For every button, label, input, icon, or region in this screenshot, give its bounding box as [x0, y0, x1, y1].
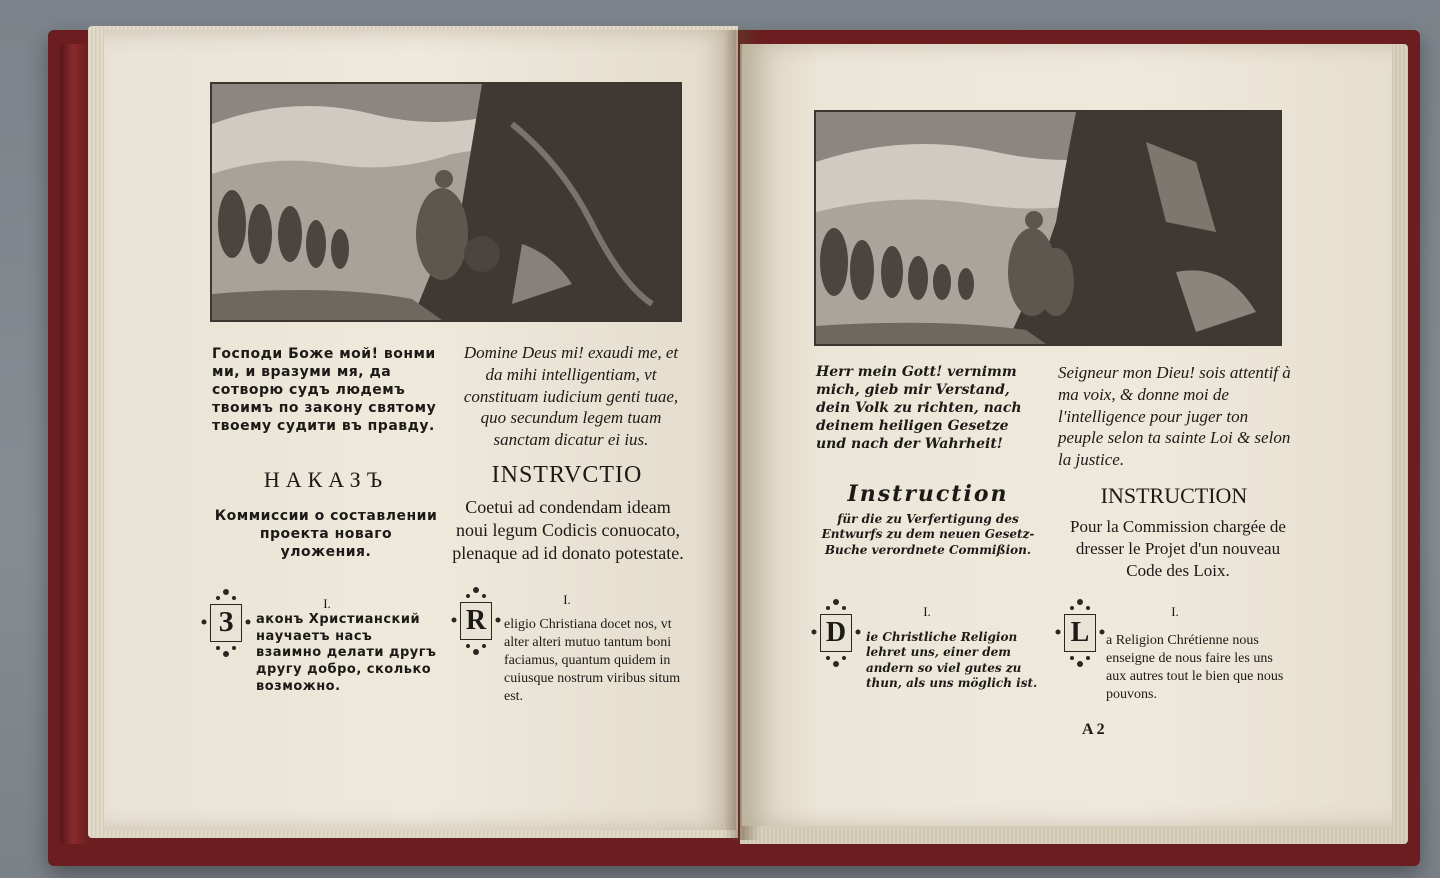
latin-article-text: eligio Christiana docet nos, vt alter alteri mutuo tantum boni faciamus, quantum quidem in cuiusque nostrum viribus situm est. [504, 617, 681, 704]
german-article-text: ie Christliche Religion lehret uns, einer dem andern so viel gutes zu thun, als uns möglich ist. [866, 630, 1038, 691]
latin-subtitle: Coetui ad condendam ideam noui legum Codicis conuocato, plenaque ad id donato potestate. [452, 497, 684, 564]
latin-article-number: I. [563, 592, 571, 607]
latin-ornamental-initial [446, 584, 506, 660]
german-title: Instruction [847, 481, 1009, 507]
russian-ornamental-initial [196, 586, 256, 662]
german-ornamental-initial [806, 596, 866, 672]
left-engraving [210, 82, 682, 322]
german-subtitle: für die zu Verfertigung des Entwurfs zu dem neuen Gesetz-Buche verordnete Commißion. [821, 512, 1035, 557]
french-subtitle: Pour la Commission chargée de dresser le Projet d'un nouveau Code des Loix. [1070, 517, 1286, 580]
french-initial-letter: L [1064, 614, 1096, 652]
russian-article-number: I. [323, 596, 331, 611]
russian-title: НАКАЗЪ [263, 467, 389, 492]
latin-verse: Domine Deus mi! exaudi me, et da mihi intelligentiam, vt constituam iudicium genti tuae, quo secundum legem tuam sanctam dicatur ei ius. [463, 343, 679, 449]
latin-initial-letter: R [460, 602, 492, 640]
french-verse: Seigneur mon Dieu! sois attentif à ma voix, & donne moi de l'intelligence pour juger ton peuple selon ta sainte Loi & selon la justice. [1058, 363, 1291, 469]
german-article-number: I. [923, 604, 931, 619]
signature-mark: A 2 [1082, 721, 1105, 738]
book-spine-edge [60, 44, 88, 844]
german-verse: Herr mein Gott! vernimm mich, gieb mir Verstand, dein Volk zu richten, nach deinem heiligen Gesetze und nach der Wahrheit! [816, 364, 1022, 452]
german-initial-letter: D [820, 614, 852, 652]
russian-subtitle: Коммиссии о составлении проекта новаго уложения. [214, 508, 438, 560]
right-engraving [814, 110, 1282, 346]
french-article-text: a Religion Chrétienne nous enseigne de nous faire les uns aux autres tout le bien que nous pouvons. [1106, 633, 1284, 702]
russian-verse: Господи Боже мой! вонми ми, и вразуми мя, да сотворю судъ людемъ твоимъ по закону святому твоему судити въ правду. [212, 346, 437, 434]
latin-title: INSTRVCTIO [491, 462, 643, 488]
french-title: INSTRUCTION [1100, 483, 1248, 508]
french-article-number: I. [1171, 604, 1179, 619]
russian-article-text: аконъ Христианский научаетъ насъ взаимно делати другъ другу добро, сколько возможно. [256, 612, 437, 694]
russian-initial-letter: З [210, 604, 242, 642]
french-ornamental-initial [1050, 596, 1110, 672]
